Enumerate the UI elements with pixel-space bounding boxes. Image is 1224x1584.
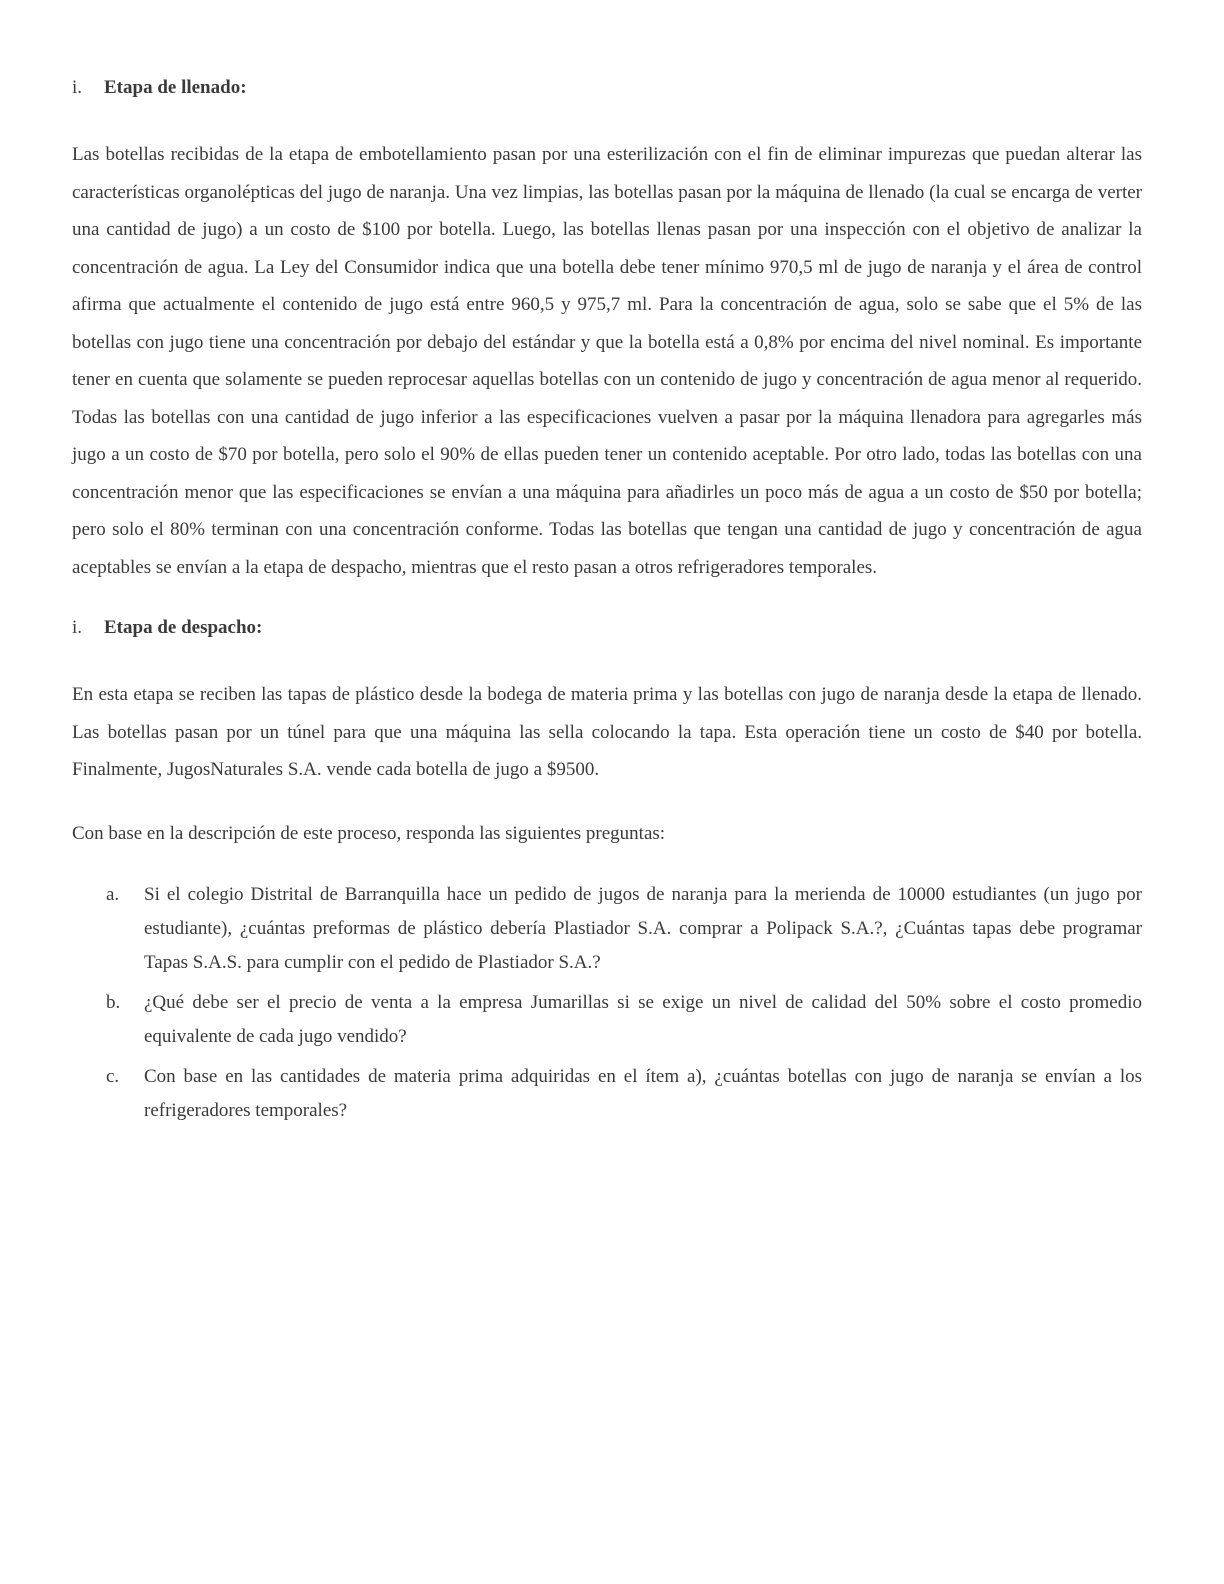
question-item — [106, 878, 1142, 980]
section-heading-despacho — [72, 616, 1142, 640]
questions-list — [72, 878, 1142, 1128]
question-text: Si el colegio Distrital de Barranquilla hace un pedido de jugos de naranja para la merienda de 10000 estudiantes (un jugo por estudiante), ¿cuántas preformas de plástico debería Plastiador S.A. comprar a Polipack S.A.?, ¿Cuántas tapas debe programar Tapas S.A.S. para cumplir con el pedido de Plastiador S.A.? — [144, 884, 1142, 973]
question-text: ¿Qué debe ser el precio de venta a la empresa Jumarillas si se exige un nivel de calidad del 50% sobre el costo promedio equivalente de cada jugo vendido? — [144, 992, 1142, 1047]
question-item — [106, 1060, 1142, 1128]
section-title: Etapa de llenado: — [104, 77, 247, 98]
question-text: Con base en las cantidades de materia prima adquiridas en el ítem a), ¿cuántas botellas con jugo de naranja se envían a los refrigeradores temporales? — [144, 1066, 1142, 1121]
questions-intro: Con base en la descripción de este proceso, responda las siguientes preguntas: — [72, 822, 666, 844]
section-bullet: i. — [72, 617, 83, 638]
section-paragraph-llenado: Las botellas recibidas de la etapa de embotellamiento pasan por una esterilización con el fin de eliminar impurezas que puedan alterar las características organolépticas del jugo de naranja. Una vez limpias, las botellas pasan por la máquina de llenado (la cual se encarga de verter una cantidad de jugo) a un costo de $100 por botella. Luego, las botellas llenas pasan por una inspección con el objetivo de analizar la concentración de agua. La Ley del Consumidor indica que una botella debe tener mínimo 970,5 ml de jugo de naranja y el área de control afirma que actualmente el contenido de jugo está entre 960,5 y 975,7 ml. Para la concentración de agua, solo se sabe que el 5% de las botellas con jugo tiene una concentración por debajo del estándar y que la botella está a 0,8% por encima del nivel nominal. Es importante tener en cuenta que solamente se pueden reprocesar aquellas botellas con un contenido de jugo y concentración de agua menor al requerido. Todas las botellas con una cantidad de jugo inferior a las especificaciones vuelven a pasar por la máquina llenadora para agregarles más jugo a un costo de $70 por botella, pero solo el 90% de ellas pueden tener un contenido aceptable. Por otro lado, todas las botellas con una concentración menor que las especificaciones se envían a una máquina para añadirles un poco más de agua a un costo de $50 por botella; pero solo el 80% terminan con una concentración conforme. Todas las botellas que tengan una cantidad de jugo y concentración de agua aceptables se envían a la etapa de despacho, mientras que el resto pasan a otros refrigeradores temporales. — [72, 144, 1142, 578]
section-heading-llenado — [72, 76, 1142, 100]
section-bullet: i. — [72, 77, 83, 98]
question-marker: a. — [106, 884, 120, 905]
question-marker: c. — [106, 1066, 120, 1087]
section-title: Etapa de despacho: — [104, 617, 263, 638]
section-paragraph-despacho: En esta etapa se reciben las tapas de plástico desde la bodega de materia prima y las botellas con jugo de naranja desde la etapa de llenado. Las botellas pasan por un túnel para que una máquina las sella colocando la tapa. Esta operación tiene un costo de $40 por botella. Finalmente, JugosNaturales S.A. vende cada botella de jugo a $9500. — [72, 684, 1142, 780]
question-marker: b. — [106, 992, 121, 1013]
question-item — [106, 986, 1142, 1054]
